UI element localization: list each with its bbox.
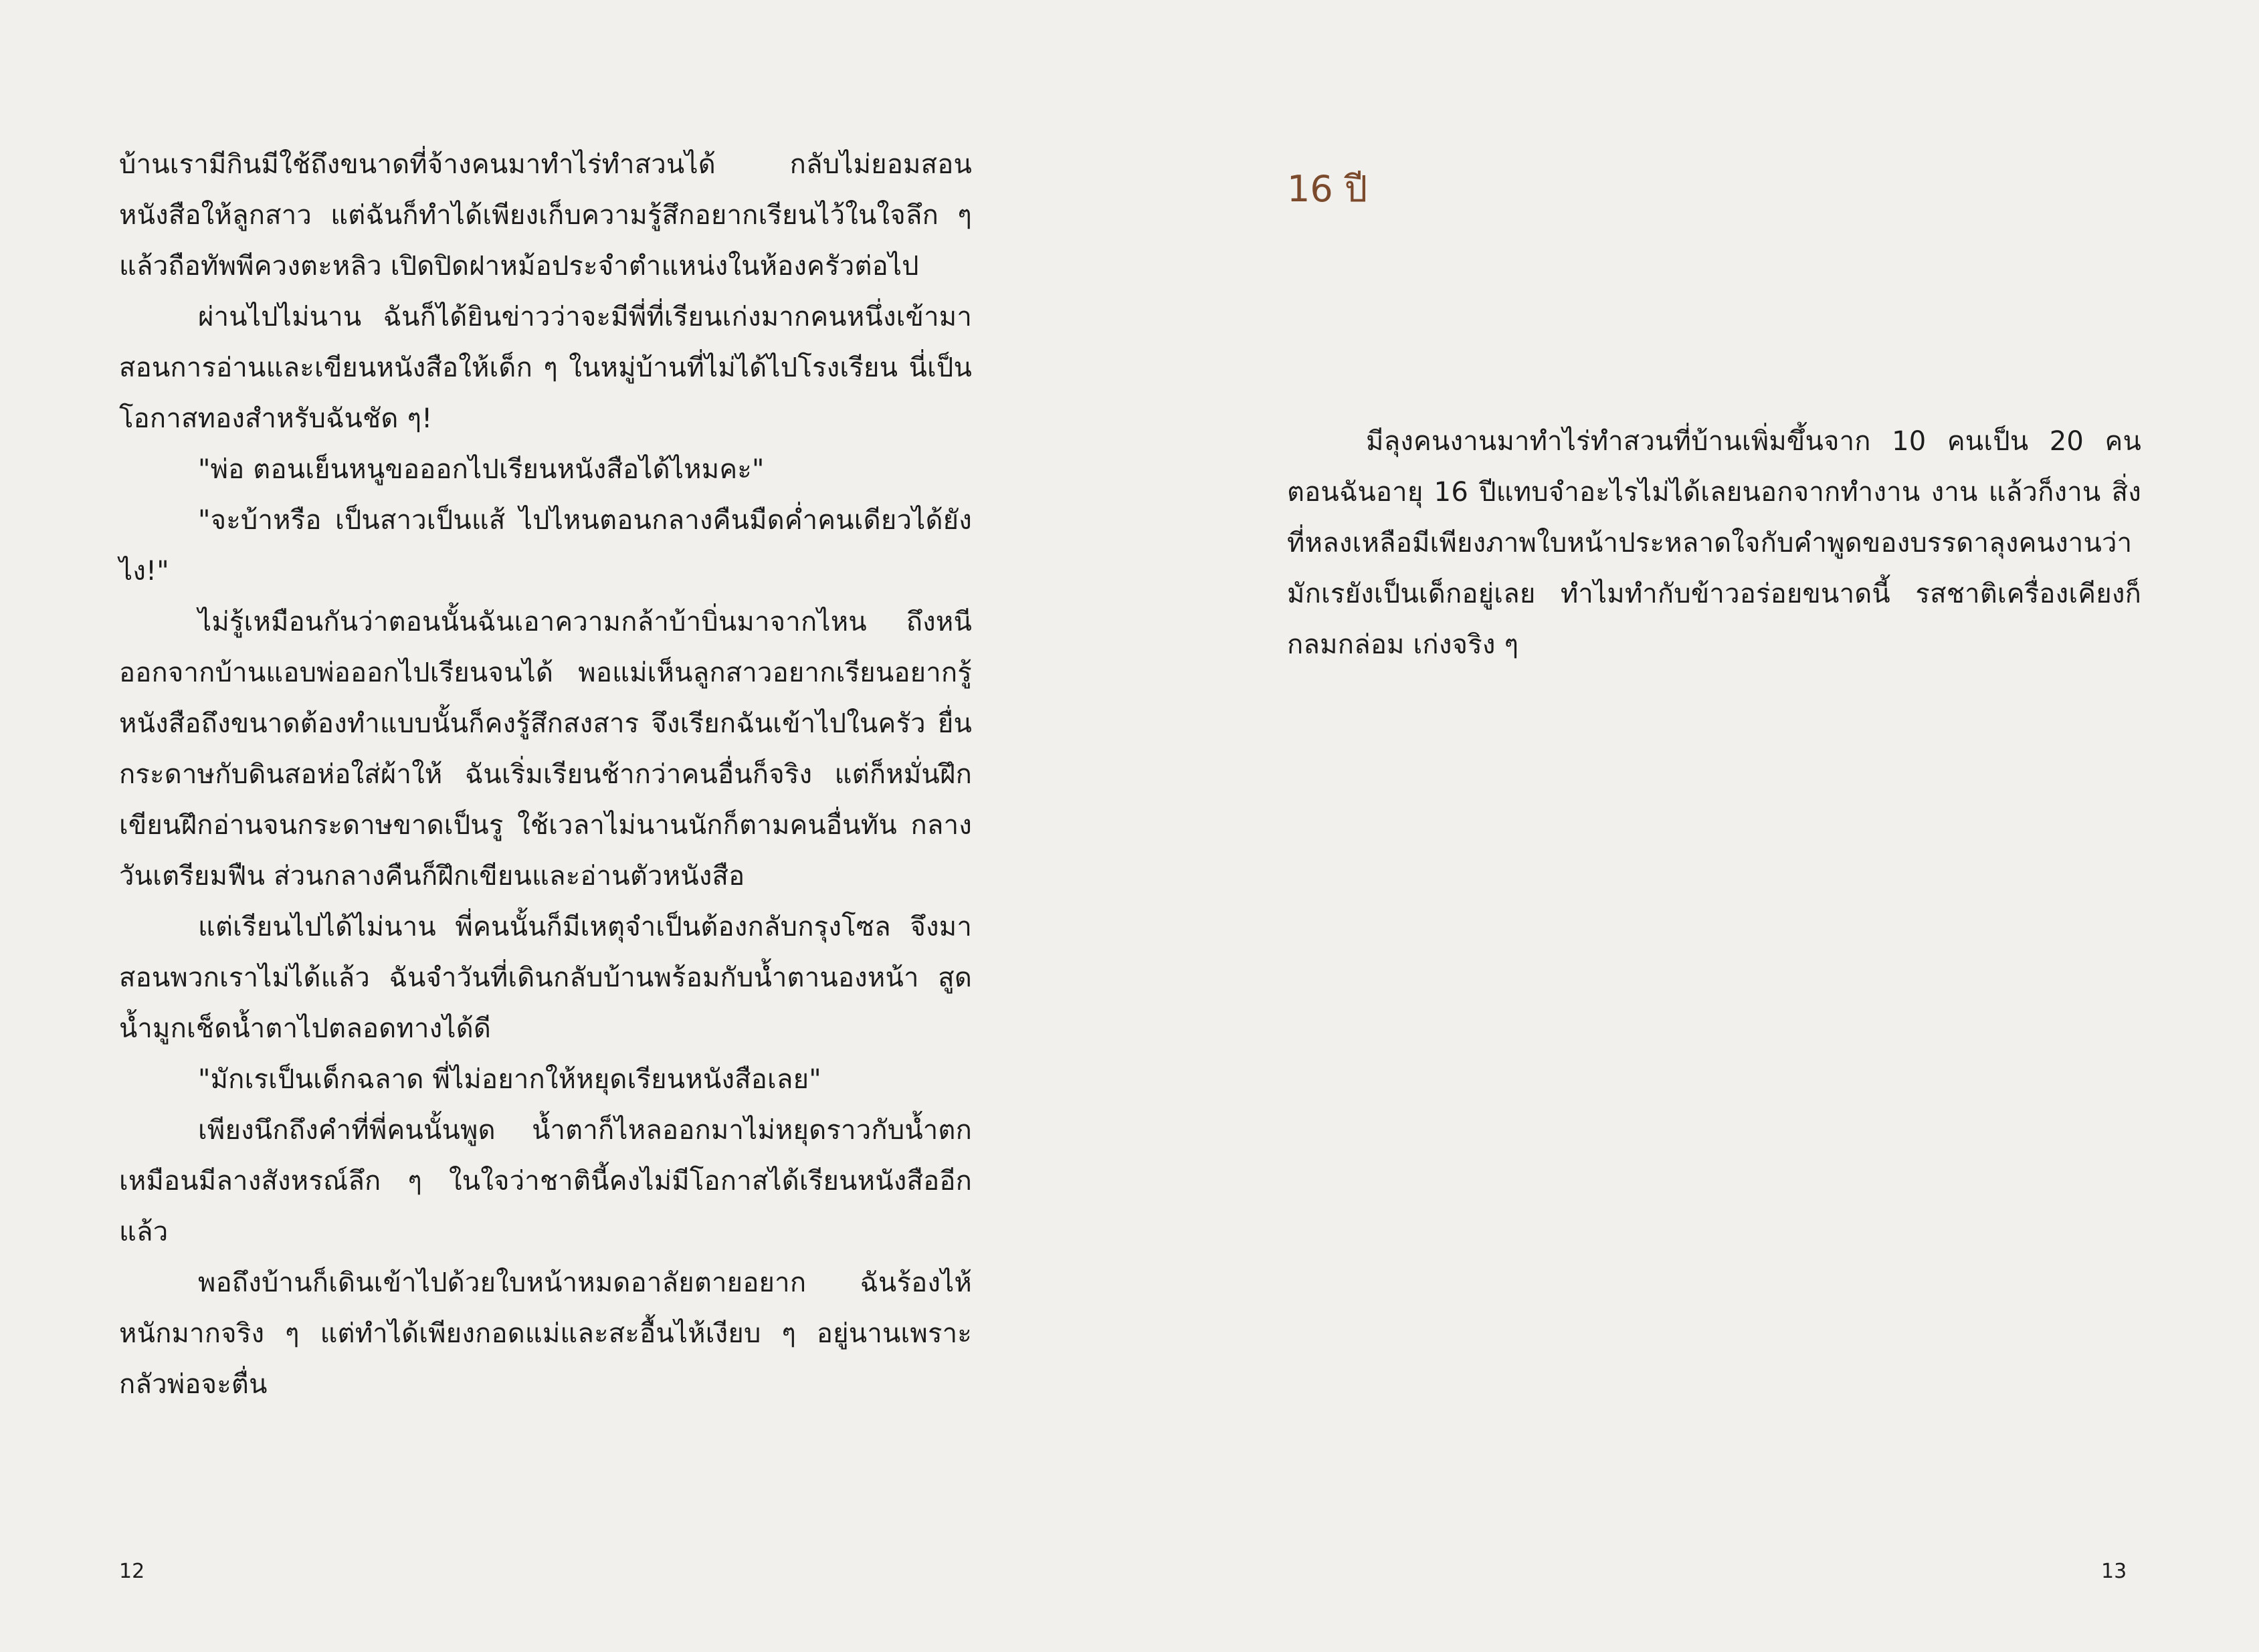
paragraph: ไม่รู้เหมือนกันว่าตอนนั้นฉันเอาความกล้าบ้าบิ่นมาจากไหน ถึงหนีออกจากบ้านแอบพ่อออกไปเรียนจนได้ พอแม่เห็นลูกสาวอยากเรียนอยากรู้หนังสือถึงขนาดต้องทำแบบนั้นก็คงรู้สึกสงสาร จึงเรียกฉันเข้าไปในครัว ยื่นกระดาษกับดินสอห่อใส่ผ้าให้ ฉันเริ่มเรียนช้ากว่าคนอื่นก็จริง แต่ก็หมั่นฝึกเขียนฝึกอ่านจนกระดาษขาดเป็นรู ใช้เวลาไม่นานนักก็ตามคนอื่นทัน กลางวันเตรียมฟืน ส่วนกลางคืนก็ฝึกเขียนและอ่านตัวหนังสือ — [119, 607, 972, 892]
paragraph: แต่เรียนไปได้ไม่นาน พี่คนนั้นก็มีเหตุจำเป็นต้องกลับกรุงโซล จึงมาสอนพวกเราไม่ได้แล้ว ฉันจำวันที่เดินกลับบ้านพร้อมกับน้ำตานองหน้า สูดน้ำมูกเช็ดน้ำตาไปตลอดทางได้ดี — [119, 912, 972, 1044]
paragraph: ผ่านไปไม่นาน ฉันก็ได้ยินข่าวว่าจะมีพี่ที่เรียนเก่งมากคนหนึ่งเข้ามาสอนการอ่านและเขียนหนังสือให้เด็ก ๆ ในหมู่บ้านที่ไม่ได้ไปโรงเรียน นี่เป็นโอกาสทองสำหรับฉันชัด ๆ! — [119, 302, 972, 434]
paragraph: มีลุงคนงานมาทำไร่ทำสวนที่บ้านเพิ่มขึ้นจาก 10 คนเป็น 20 คน ตอนฉันอายุ 16 ปีแทบจำอะไรไม่ได้เลยนอกจากทำงาน งาน แล้วก็งาน สิ่งที่หลงเหลือมีเพียงภาพใบหน้าประหลาดใจกับคำพูดของบรรดาลุงคนงานว่ามักเรยังเป็นเด็กอยู่เลย ทำไมทำกับข้าวอร่อยขนาดนี้ รสชาติเครื่องเคียงก็กลมกล่อม เก่งจริง ๆ — [1287, 426, 2141, 660]
right-page — [1129, 0, 2259, 1652]
page-number-left: 12 — [119, 1560, 145, 1583]
dialogue-line: "จะบ้าหรือ เป็นสาวเป็นแส้ ไปไหนตอนกลางคืนมืดค่ำคนเดียวได้ยังไง!" — [119, 505, 972, 587]
left-page — [0, 0, 1129, 1652]
chapter-title: 16 ปี — [1287, 168, 1368, 210]
page-number-right: 13 — [2101, 1560, 2127, 1583]
right-page-body — [1287, 416, 2141, 670]
paragraph: พอถึงบ้านก็เดินเข้าไปด้วยใบหน้าหมดอาลัยตายอยาก ฉันร้องไห้หนักมากจริง ๆ แต่ทำได้เพียงกอดแม่และสะอื้นไห้เงียบ ๆ อยู่นานเพราะกลัวพ่อจะตื่น — [119, 1267, 972, 1400]
left-page-body — [119, 139, 972, 1410]
paragraph: เพียงนึกถึงคำที่พี่คนนั้นพูด น้ำตาก็ไหลออกมาไม่หยุดราวกับน้ำตกเหมือนมีลางสังหรณ์ลึก ๆ ในใจว่าชาตินี้คงไม่มีโอกาสได้เรียนหนังสืออีกแล้ว — [119, 1115, 972, 1247]
paragraph: บ้านเรามีกินมีใช้ถึงขนาดที่จ้างคนมาทำไร่ทำสวนได้ กลับไม่ยอมสอนหนังสือให้ลูกสาว แต่ฉันก็ทำได้เพียงเก็บความรู้สึกอยากเรียนไว้ในใจลึก ๆ แล้วถือทัพพีควงตะหลิว เปิดปิดฝาหม้อประจำตำแหน่งในห้องครัวต่อไป — [119, 149, 972, 282]
dialogue-line: "มักเรเป็นเด็กฉลาด พี่ไม่อยากให้หยุดเรียนหนังสือเลย" — [198, 1064, 821, 1095]
dialogue-line: "พ่อ ตอนเย็นหนูขอออกไปเรียนหนังสือได้ไหมคะ" — [198, 454, 765, 485]
